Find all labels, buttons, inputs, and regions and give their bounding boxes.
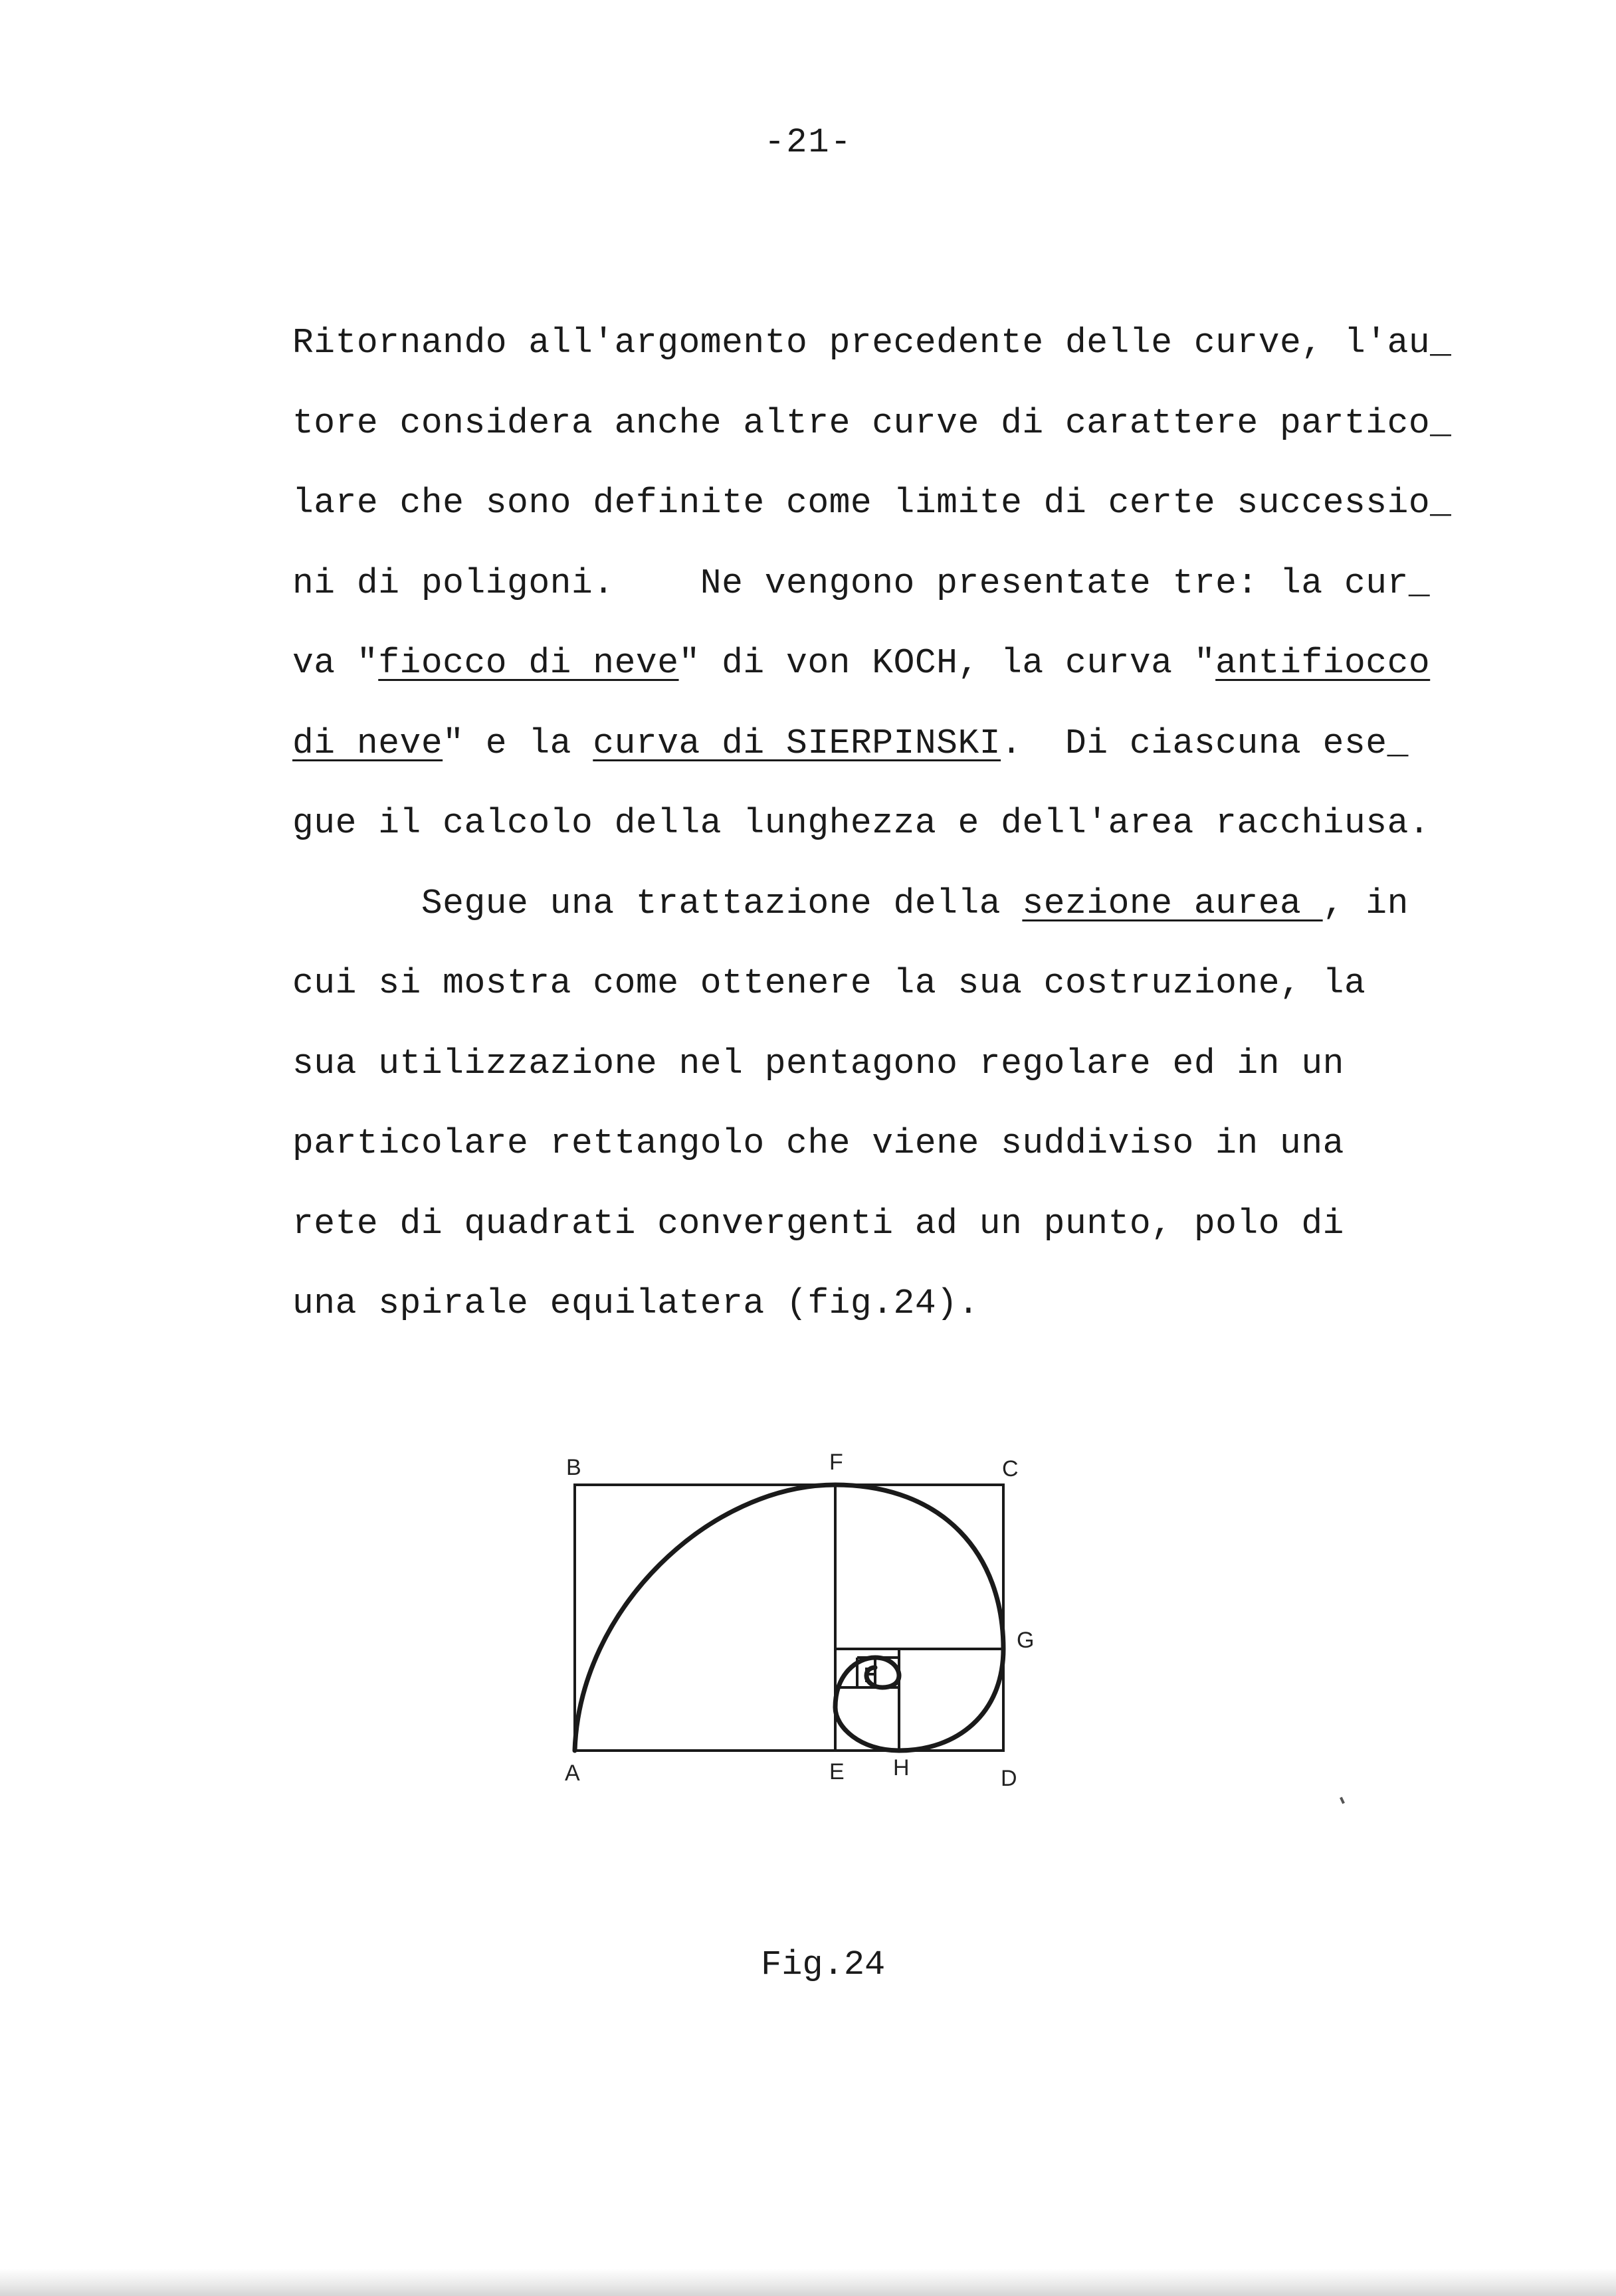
underlined-text: antifiocco — [1215, 643, 1431, 683]
paragraph-2-line — [292, 963, 1366, 1003]
label-a: A — [565, 1761, 580, 1786]
paragraph-1-line — [292, 563, 1431, 603]
scan-speck — [1340, 1797, 1345, 1804]
paragraph-1-line — [292, 803, 1431, 843]
golden-spiral-figure — [545, 1435, 1050, 1794]
underlined-text: curva di SIERPINSKI — [593, 723, 1001, 763]
golden-spiral-diagram — [545, 1435, 1050, 1794]
outer-rectangle — [575, 1485, 1003, 1751]
underlined-text: di neve — [292, 723, 443, 763]
figure-caption: Fig.24 — [761, 1945, 886, 1984]
text-segment: Segue una trattazione della — [292, 883, 1023, 923]
text-segment: tore considera anche altre curve di carattere partico_ — [292, 403, 1452, 443]
text-segment: , in — [1322, 883, 1409, 923]
label-e: E — [829, 1759, 845, 1784]
paragraph-2-line — [292, 1203, 1344, 1244]
label-c: C — [1002, 1456, 1019, 1482]
text-segment: . Di ciascuna ese_ — [1001, 723, 1409, 763]
text-segment: rete di quadrati convergenti ad un punto, polo di — [292, 1203, 1344, 1244]
underlined-text: fiocco di neve — [378, 643, 679, 683]
text-segment: cui si mostra come ottenere la sua costruzione, la — [292, 963, 1366, 1003]
text-segment: lare che sono definite come limite di certe successio_ — [292, 483, 1452, 523]
paragraph-2-line — [292, 1123, 1344, 1163]
text-segment: Ritornando all'argomento precedente delle curve, l'au_ — [292, 323, 1452, 363]
page-number: -21- — [764, 123, 853, 162]
paragraph-1-line — [292, 723, 1409, 763]
paragraph-1-line — [292, 323, 1452, 363]
text-segment: ni di poligoni. Ne vengono presentate tre: la cur_ — [292, 563, 1431, 603]
label-g: G — [1017, 1628, 1035, 1653]
text-segment: " e la — [443, 723, 593, 763]
underlined-text: sezione aurea — [1022, 883, 1323, 923]
scan-edge-shadow — [0, 2269, 1616, 2296]
paragraph-2-line — [292, 1286, 979, 1321]
text-segment: una spirale equilatera (fig.24). — [292, 1284, 979, 1323]
golden-spiral — [575, 1485, 1003, 1751]
paragraph-1-line — [292, 403, 1452, 443]
paragraph-1-line — [292, 483, 1452, 523]
label-b: B — [566, 1455, 581, 1480]
text-segment: va " — [292, 643, 379, 683]
text-segment: sua utilizzazione nel pentagono regolare ed in un — [292, 1043, 1344, 1084]
label-f: F — [829, 1450, 843, 1475]
label-h: H — [893, 1755, 910, 1780]
text-segment: gue il calcolo della lunghezza e dell'area racchiusa. — [292, 803, 1431, 843]
text-segment: " di von KOCH, la curva " — [678, 643, 1216, 683]
paragraph-2-line — [292, 1043, 1344, 1084]
paragraph-1-line — [292, 643, 1431, 683]
text-segment: particolare rettangolo che viene suddiviso in una — [292, 1123, 1344, 1163]
label-d: D — [1001, 1766, 1017, 1791]
paragraph-2-line — [292, 883, 1409, 923]
